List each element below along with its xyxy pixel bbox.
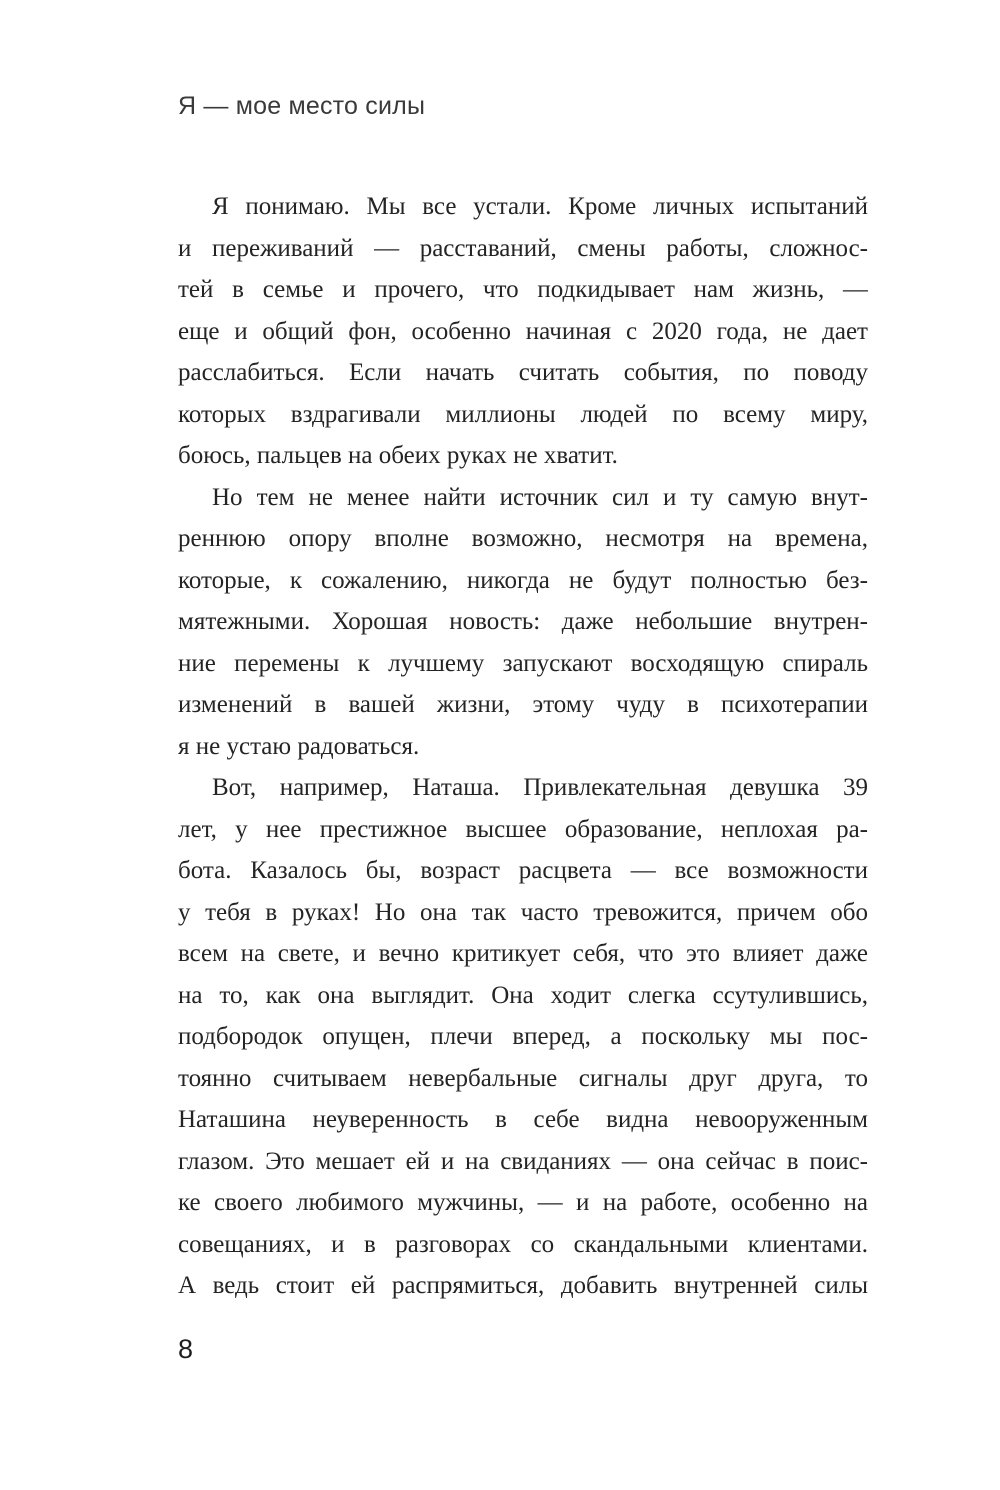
text-line: глазом. Это мешает ей и на свиданиях — она сейчас в поис- [178,1147,868,1175]
text-line: Я понимаю. Мы все устали. Кроме личных испытаний [212,193,868,220]
paragraph [178,767,868,1307]
text-line: боюсь, пальцев на обеих руках не хватит. [178,442,618,469]
text-line: у тебя в руках! Но она так часто тревожится, причем обо [178,898,868,926]
text-line: тоянно считываем невербальные сигналы друг друга, то [178,1064,868,1092]
paragraph [178,477,868,768]
text-line: ке своего любимого мужчины, — и на работе, особенно на [178,1189,868,1216]
text-line: реннюю опору вполне возможно, несмотря на времена, [178,525,868,552]
text-line: всем на свете, и вечно критикует себя, что это влияет даже [178,940,868,967]
text-line: еще и общий фон, особенно начиная с 2020 года, не дает [178,317,868,345]
text-line: подбородок опущен, плечи вперед, а поскольку мы пос- [178,1023,868,1050]
text-line: изменений в вашей жизни, этому чуду в психотерапии [178,691,868,718]
text-line: Но тем не менее найти источник сил и ту самую внут- [212,483,868,511]
text-line: расслабиться. Если начать считать события, по поводу [178,359,868,386]
text-line: совещаниях, и в разговорах со скандальными клиентами. [178,1230,868,1258]
text-line: ние перемены к лучшему запускают восходящую спираль [178,649,868,677]
text-line: Вот, например, Наташа. Привлекательная девушка 39 [212,774,868,801]
text-line: А ведь стоит ей распрямиться, добавить внутренней силы [178,1272,868,1299]
text-line: и переживаний — расставаний, смены работы, сложнос- [178,234,868,262]
text-line: бота. Казалось бы, возраст расцвета — все возможности [178,857,868,884]
text-line: которых вздрагивали миллионы людей по всему миру, [178,400,868,428]
text-line: которые, к сожалению, никогда не будут полностью без- [178,566,868,594]
text-line: тей в семье и прочего, что подкидывает нам жизнь, — [178,276,868,303]
paragraph [178,186,868,477]
text-line: лет, у нее престижное высшее образование, неплохая ра- [178,815,868,843]
text-line: на то, как она выглядит. Она ходит слегка ссутулившись, [178,981,868,1009]
running-header: Я — мое место силы [178,92,426,120]
text-line: мятежными. Хорошая новость: даже небольшие внутрен- [178,608,868,635]
body-text [178,186,868,1307]
text-line: я не устаю радоваться. [178,732,420,760]
page-number: 8 [178,1334,194,1364]
text-line: Наташина неуверенность в себе видна невооруженным [178,1106,868,1133]
